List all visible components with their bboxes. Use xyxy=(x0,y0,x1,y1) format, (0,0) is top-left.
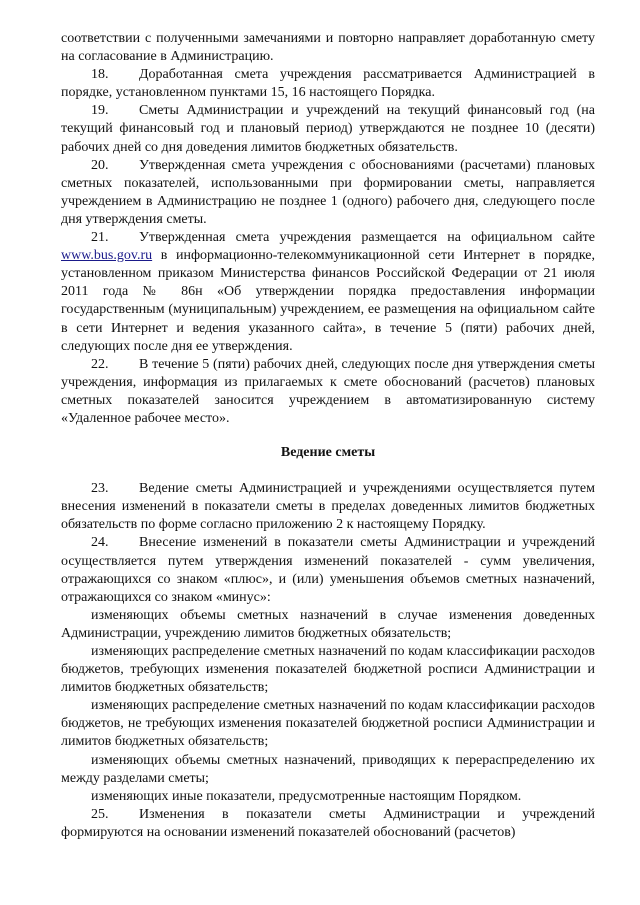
list-item: изменяющих иные показатели, предусмотренные настоящим Порядком. xyxy=(91,788,522,804)
paragraph-23: 23. Ведение сметы Администрацией и учреждениями осуществляется путем внесения изменений в показатели сметы в пределах доведенных лимитов бюджетных обязательств по форме согласно приложению 2 к настоящему Порядку. xyxy=(61,481,595,533)
item-number: 21. xyxy=(91,230,109,246)
item-number: 18. xyxy=(91,67,109,83)
paragraph-20: 20. Утвержденная смета учреждения с обоснованиями (расчетами) плановых сметных показателей, использованными при формировании сметы, направляется учреждением в Администрацию не позднее 1 (одного) рабочего дня, следующего после дня утверждения сметы. xyxy=(61,157,595,227)
item-number: 19. xyxy=(91,103,109,119)
item-number: 22. xyxy=(91,356,109,372)
paragraph-19: 19. Сметы Администрации и учреждений на текущий финансовый год (на текущий финансовый год и плановый период) утверждаются не позднее 10 (десяти) рабочих дней со дня доведения лимитов бюджетных обязательств. xyxy=(61,103,595,155)
item-number: 25. xyxy=(91,806,109,822)
document-page xyxy=(61,30,595,842)
paragraph-22: 22. В течение 5 (пяти) рабочих дней, следующих после дня утверждения сметы учреждения, информация из прилагаемых к смете обоснований (расчетов) плановых сметных показателей заносится учреждением в автоматизированную систему «Удаленное рабочее место». xyxy=(61,356,595,426)
list-item: изменяющих объемы сметных назначений в случае изменения доведенных Администрации, учреждению лимитов бюджетных обязательств; xyxy=(61,607,595,641)
paragraph-24: 24. Внесение изменений в показатели сметы Администрации и учреждений осуществляется путем утверждения изменений показателей - сумм увеличения, отражающихся со знаком «плюс», и (или) уменьшения объемов сметных назначений, отражающихся со знаком «минус»: xyxy=(61,535,595,605)
item-number: 23. xyxy=(91,481,109,497)
list-item: изменяющих распределение сметных назначений по кодам классификации расходов бюджетов, требующих изменения показателей бюджетной росписи Администрации и лимитов бюджетных обязательств; xyxy=(61,644,595,696)
paragraph-18: 18. Доработанная смета учреждения рассматривается Администрацией в порядке, установленном пунктами 15, 16 настоящего Порядка. xyxy=(61,67,595,101)
list-item: изменяющих объемы сметных назначений, приводящих к перераспределению их между разделами сметы; xyxy=(61,752,595,786)
paragraph-25: 25. Изменения в показатели сметы Администрации и учреждений формируются на основании изменений показателей обоснований (расчетов) xyxy=(61,806,595,840)
bus-gov-link[interactable]: www.bus.gov.ru xyxy=(61,248,153,264)
item-number: 20. xyxy=(91,157,109,173)
section-heading: Ведение сметы xyxy=(280,445,376,461)
item-number: 24. xyxy=(91,535,109,551)
paragraph-continuation: соответствии с полученными замечаниями и повторно направляет доработанную смету на согласование в Администрацию. xyxy=(61,31,595,65)
paragraph-21: 21. Утвержденная смета учреждения размещается на официальном сайте www.bus.gov.ru в информационно-телекоммуникационной сети Интернет в порядке, установленном приказом Министерства финансов Российской Федерации от 21 июля 2011 года № 86н «Об утверждении порядка предоставления информации государственным (муниципальным) учреждением, ее размещения на официальном сайте в сети Интернет и ведения указанного сайта», в течение 5 (пяти) рабочих дней, следующих после дня ее утверждения. xyxy=(61,230,596,354)
list-item: изменяющих распределение сметных назначений по кодам классификации расходов бюджетов, не требующих изменения показателей бюджетной росписи Администрации и лимитов бюджетных обязательств; xyxy=(61,698,595,750)
